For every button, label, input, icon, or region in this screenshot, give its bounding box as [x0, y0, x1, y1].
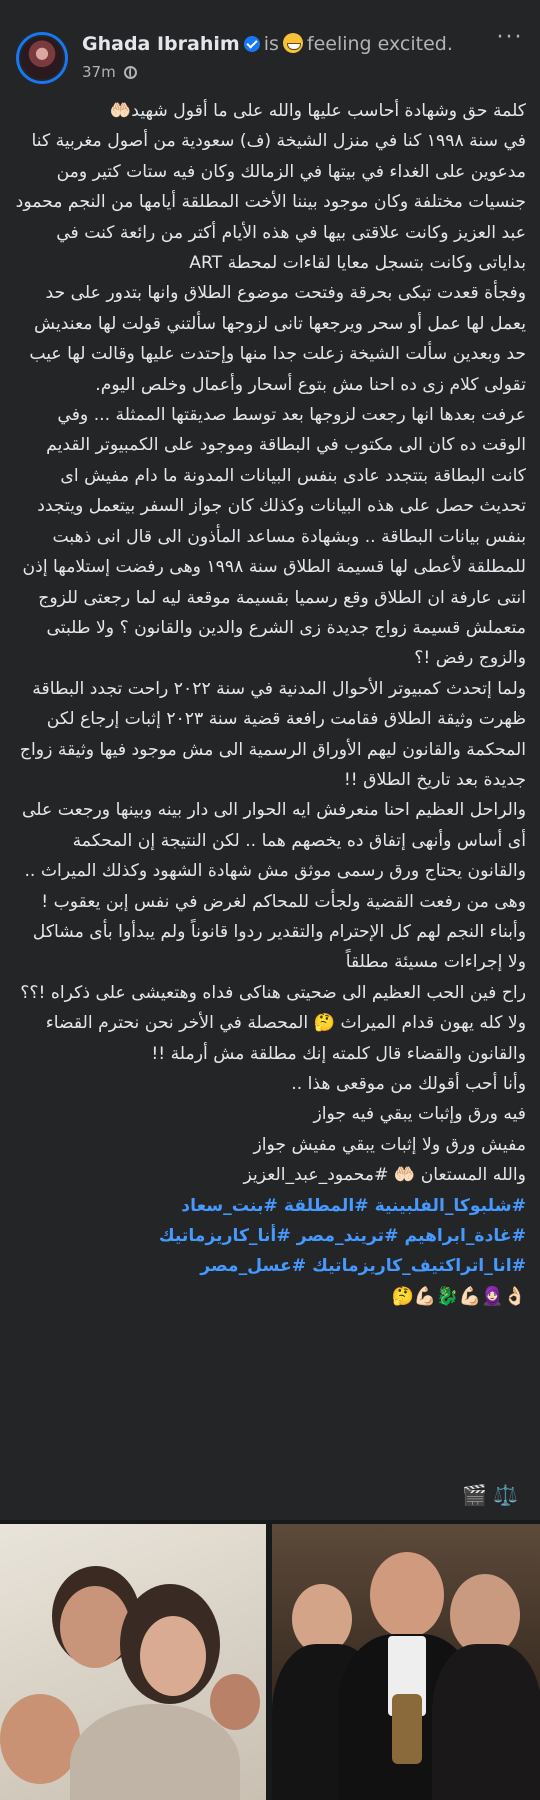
post-paragraph: وفجأة قعدت تبكى بحرقة وفتحت موضوع الطلاق وانها بتدور على حد يعمل لها عمل أو سحر ويرجعها تانى لزوجها سألتني قولت لها معنديش حد وبعدين سألت الشيخة زعلت جدا منها وإحتدت عليها وقالت لها عيب تقولى كلام زى ده احنا مش بتوع أسحار وأعمال وخلص اليوم.: [23, 283, 526, 395]
post-paragraph: في سنة ١٩٩٨ كنا في منزل الشيخة (ف) سعودية من أصول مغربية كنا مدعوين على الغداء في بيتها في الزمالك وكان فيه ستات كتير ومن جنسيات مختلفة وكان موجود بيننا الأخت المطلقة أيامها من النجم محمود عبد العزيز وكانت علاقتى بيها في هذه الأيام أكتر من رائعة كنت في بداياتى وكانت بتسجل معايا لقاءات لمحطة ART: [10, 131, 526, 274]
family-photo[interactable]: [0, 1524, 266, 1800]
more-options-button[interactable]: ···: [496, 25, 524, 50]
post-meta: [82, 63, 137, 81]
globe-icon: [124, 66, 137, 79]
post-paragraph: كلمة حق وشهادة أحاسب عليها والله على ما أقول شهيد🤲🏻: [109, 101, 526, 121]
avatar-photo: [19, 35, 65, 81]
feeling-prefix: is: [263, 33, 279, 55]
post-paragraph: ولا كله يهون قدام الميراث 🤔 المحصلة في الأخر نحن نحترم القضاء والقانون والقضاء قال كلمته إنك مطلقة مش أرملة !!: [40, 1013, 526, 1064]
post-paragraph: فيه ورق وإثبات يبقي فيه جواز: [313, 1104, 526, 1125]
grin-emoji-icon: [283, 33, 303, 53]
hashtag-block: [14, 1191, 526, 1282]
post-header: [0, 0, 540, 92]
post-paragraph: والراحل العظيم احنا منعرفش ايه الحوار الى دار بينه وبينها ورجعت على أى أساس وأنهى إتفاق ده يخصهم هما .. لكن النتيجة إن المحكمة والقانون يحتاج ورق رسمى موثق مش شهادة الشهود وكذلك الميراث ..: [16, 800, 526, 882]
post-paragraph: وأنا أحب أقولك من موقعى هذا ..: [291, 1074, 526, 1094]
author-name[interactable]: Ghada Ibrahim: [82, 33, 240, 55]
hashtag-line[interactable]: #غادة_ابراهيم #تريند_مصر #أنا_كاريزماتيك: [158, 1226, 526, 1247]
avatar[interactable]: [16, 32, 68, 84]
post-paragraph: راح فين الحب العظيم الى ضحيتى هناكى فداه وهتعيشى على ذكراه !؟؟: [20, 982, 526, 1003]
author-line: [82, 33, 453, 55]
hashtag-line[interactable]: #انا_اتراكتيف_كاريزماتيك #عسل_مصر: [200, 1256, 526, 1277]
timestamp[interactable]: 37m: [82, 63, 116, 81]
post-paragraph: ولما إتحدث كمبيوتر الأحوال المدنية في سنة ٢٠٢٢ راحت تجدد البطاقة ظهرت وثيقة الطلاق فقامت رافعة قضية سنة ٢٠٢٣ إثبات إرجاع لكن المحكمة والقانون ليهم الأوراق الرسمية الى مش موجود فيها وثيقة زواج جديدة بعد تاريخ الطلاق !!: [14, 678, 526, 790]
verified-badge-icon: [244, 36, 260, 52]
post-paragraph: والله المستعان 🤲🏻 #محمود_عبد_العزيز: [243, 1165, 526, 1186]
clapper-scales-icons: 🎬 ⚖️: [462, 1483, 519, 1507]
post-paragraph: عرفت بعدها انها رجعت لزوجها بعد توسط صديقتها الممثلة ... وفي الوقت ده كان الى مكتوب في البطاقة وموجود على الكمبيوتر القديم كانت البطاقة بتتجدد عادى بنفس البيانات المدونة ما دام مفيش اى تحديث حصل على هذه البيانات وكذلك كان جواز السفر بيتعمل ويتجدد بنفس بيانات البطاقة .. وبشهادة مساعد المأذون الى قال انى ذهبت للمطلقة لأعطى لها قسيمة الطلاق سنة ١٩٩٨ وهى رفضت إستلامها إذن انتى عارفة ان الطلاق وقع رسميا بقسيمة موقعة ليه لما رجعتى للزوج متعملش قسيمة زواج جديدة زى الشرع والدين والقانون ؟ ولا طلبتى والزوج رفض !؟: [17, 405, 526, 669]
emoji-line: 👌🏻🧕🏻💪🏻🐉💪🏻🤔: [391, 1285, 526, 1307]
photo-grid[interactable]: [0, 1520, 540, 1800]
post-text: [10, 96, 526, 1312]
post-paragraph: وهى من رفعت القضية ولجأت للمحاكم لغرض في نفس إبن يعقوب ! وأبناء النجم لهم كل الإحترام والتقدير ردوا قانوناً ولم يبدأوا بأى مشاكل ولا إجراءات مسيئة مطلقاً: [27, 891, 526, 973]
post-paragraph: مفيش ورق ولا إثبات يبقي مفيش جواز: [253, 1134, 526, 1155]
award-photo[interactable]: [272, 1524, 540, 1800]
post-paragraphs: [10, 96, 526, 1191]
hashtag-line[interactable]: #شلبوكا_الفلبينية #المطلقة #بنت_سعاد: [181, 1195, 526, 1216]
feeling-label: feeling excited.: [306, 33, 453, 55]
